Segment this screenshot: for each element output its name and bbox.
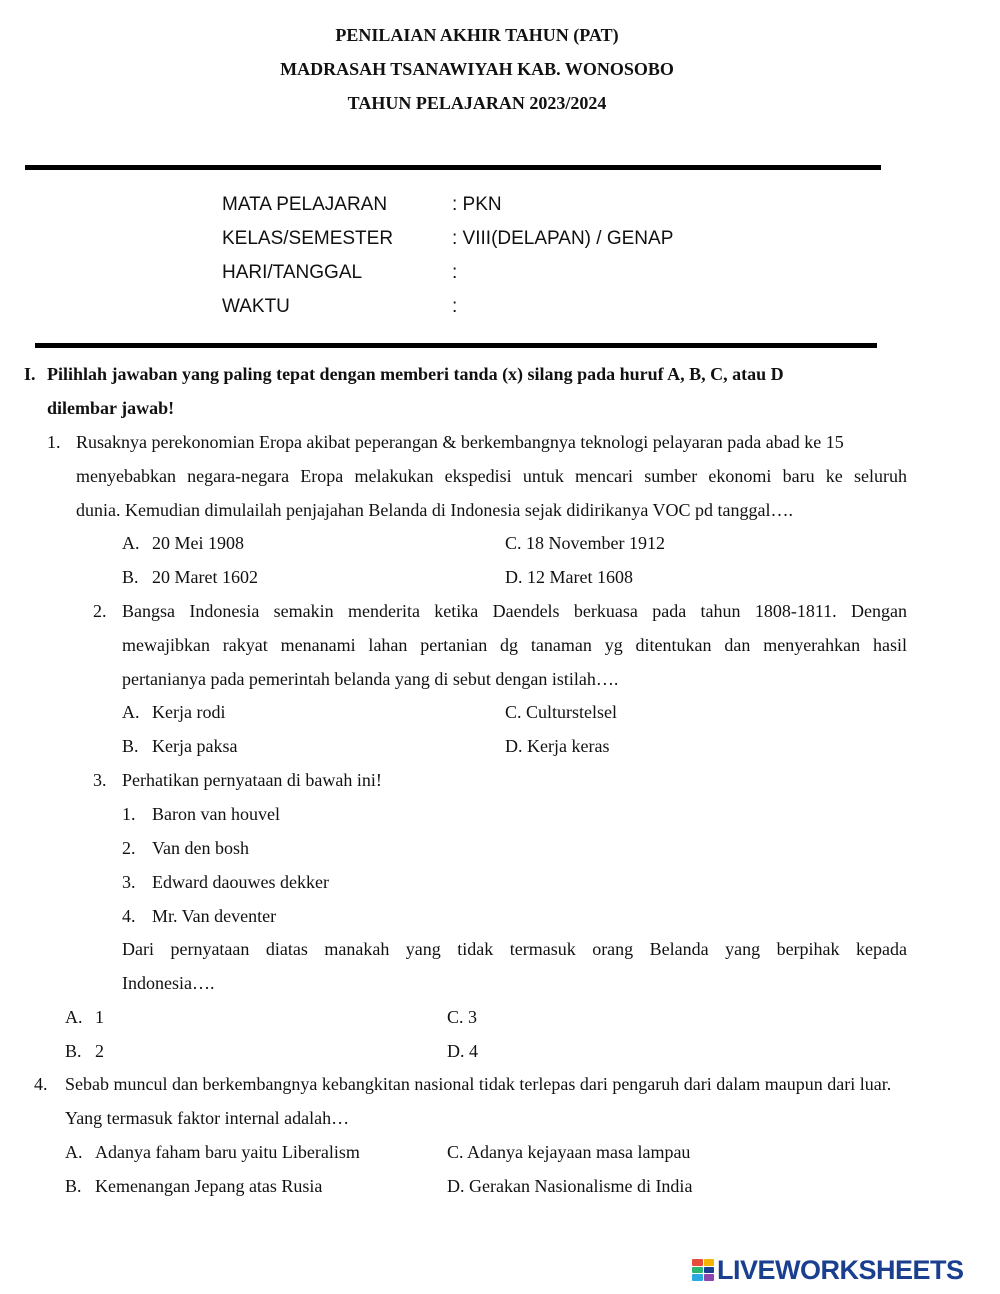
q3-option-d[interactable]: D. 4 <box>447 1041 478 1061</box>
q1-option-a-letter[interactable]: A. <box>122 533 140 553</box>
q3-option-c[interactable]: C. 3 <box>447 1007 478 1027</box>
section-instruction-line1: Pilihlah jawaban yang paling tepat dengan memberi tanda (x) silang pada huruf A, B, C, atau D <box>47 364 784 384</box>
q1-option-c[interactable]: C. 18 November 1912 <box>505 533 665 553</box>
info-label-time: WAKTU <box>222 296 290 317</box>
header-title: PENILAIAN AKHIR TAHUN (PAT) <box>335 25 619 45</box>
q3-item: Mr. Van deventer <box>152 906 277 926</box>
header-school: MADRASAH TSANAWIYAH KAB. WONOSOBO <box>280 59 674 79</box>
top-divider <box>25 165 881 170</box>
info-label-class: KELAS/SEMESTER <box>222 228 394 249</box>
bottom-divider <box>35 343 877 348</box>
q2-number: 2. <box>93 601 107 621</box>
q4-option-a[interactable]: Adanya faham baru yaitu Liberalism <box>95 1142 360 1162</box>
q3-option-a-letter[interactable]: A. <box>65 1007 83 1027</box>
info-value-class: : VIII(DELAPAN) / GENAP <box>452 228 674 249</box>
q4-option-a-letter[interactable]: A. <box>65 1142 83 1162</box>
q4-text-line1: Sebab muncul dan berkembangnya kebangkitan nasional tidak terlepas dari pengaruh dari dalam maupun dari luar. <box>65 1074 892 1094</box>
liveworksheets-logo-text: LIVEWORKSHEETS <box>717 1254 964 1285</box>
q3-option-a[interactable]: 1 <box>95 1007 104 1027</box>
q3-item-number: 4. <box>122 906 136 926</box>
q4-option-c[interactable]: C. Adanya kejayaan masa lampau <box>447 1142 691 1162</box>
q1-text-line2: menyebabkan negara-negara Eropa melakukan ekspedisi untuk mencari sumber ekonomi baru ke seluruh <box>76 466 907 486</box>
info-label-date: HARI/TANGGAL <box>222 262 363 283</box>
q4-number: 4. <box>34 1074 48 1094</box>
q2-text-line1: Bangsa Indonesia semakin menderita ketika Daendels berkuasa pada tahun 1808-1811. Dengan <box>122 601 907 621</box>
header-year: TAHUN PELAJARAN 2023/2024 <box>347 93 607 113</box>
q1-option-a[interactable]: 20 Mei 1908 <box>152 533 244 553</box>
q2-option-c[interactable]: C. Culturstelsel <box>505 702 618 722</box>
q3-item-number: 2. <box>122 838 136 858</box>
q3-question-line1: Dari pernyataan diatas manakah yang tidak termasuk orang Belanda yang berpihak kepada <box>122 939 907 959</box>
q1-option-d[interactable]: D. 12 Maret 1608 <box>505 567 633 587</box>
q3-question-line2: Indonesia…. <box>122 973 215 993</box>
info-value-time: : <box>452 296 458 317</box>
q2-text-line2: mewajibkan rakyat menanami lahan pertanian dg tanaman yg ditentukan dan menyerahkan hasil <box>122 635 907 655</box>
q2-option-b-letter[interactable]: B. <box>122 736 139 756</box>
q3-item-number: 1. <box>122 804 136 824</box>
info-label-subject: MATA PELAJARAN <box>222 194 388 215</box>
q2-option-b[interactable]: Kerja paksa <box>152 736 238 756</box>
q3-text-line1: Perhatikan pernyataan di bawah ini! <box>122 770 382 790</box>
q4-text-line2: Yang termasuk faktor internal adalah… <box>65 1108 350 1128</box>
q3-item: Baron van houvel <box>152 804 280 824</box>
liveworksheets-watermark <box>692 1254 964 1285</box>
q1-text-line1: Rusaknya perekonomian Eropa akibat peperangan & berkembangnya teknologi pelayaran pada abad ke 15 <box>76 432 844 452</box>
q4-option-b[interactable]: Kemenangan Jepang atas Rusia <box>95 1176 323 1196</box>
q2-text-line3: pertanianya pada pemerintah belanda yang di sebut dengan istilah…. <box>122 669 619 689</box>
q3-option-b[interactable]: 2 <box>95 1041 104 1061</box>
q4-option-d[interactable]: D. Gerakan Nasionalisme di India <box>447 1176 693 1196</box>
q3-item-number: 3. <box>122 872 136 892</box>
section-instruction-line2: dilembar jawab! <box>47 398 175 418</box>
q3-number: 3. <box>93 770 107 790</box>
q3-option-b-letter[interactable]: B. <box>65 1041 82 1061</box>
q3-item: Van den bosh <box>152 838 249 858</box>
info-value-subject: : PKN <box>452 194 502 215</box>
section-number: I. <box>24 364 36 384</box>
q2-option-a-letter[interactable]: A. <box>122 702 140 722</box>
q2-option-d[interactable]: D. Kerja keras <box>505 736 610 756</box>
q1-text-line3: dunia. Kemudian dimulailah penjajahan Belanda di Indonesia sejak didirikanya VOC pd tanggal…. <box>76 500 793 520</box>
q1-option-b-letter[interactable]: B. <box>122 567 139 587</box>
liveworksheets-logo-icon <box>692 1259 714 1281</box>
q1-number: 1. <box>47 432 61 452</box>
q4-option-b-letter[interactable]: B. <box>65 1176 82 1196</box>
q3-item: Edward daouwes dekker <box>152 872 329 892</box>
q2-option-a[interactable]: Kerja rodi <box>152 702 226 722</box>
q1-option-b[interactable]: 20 Maret 1602 <box>152 567 258 587</box>
info-value-date: : <box>452 262 458 283</box>
